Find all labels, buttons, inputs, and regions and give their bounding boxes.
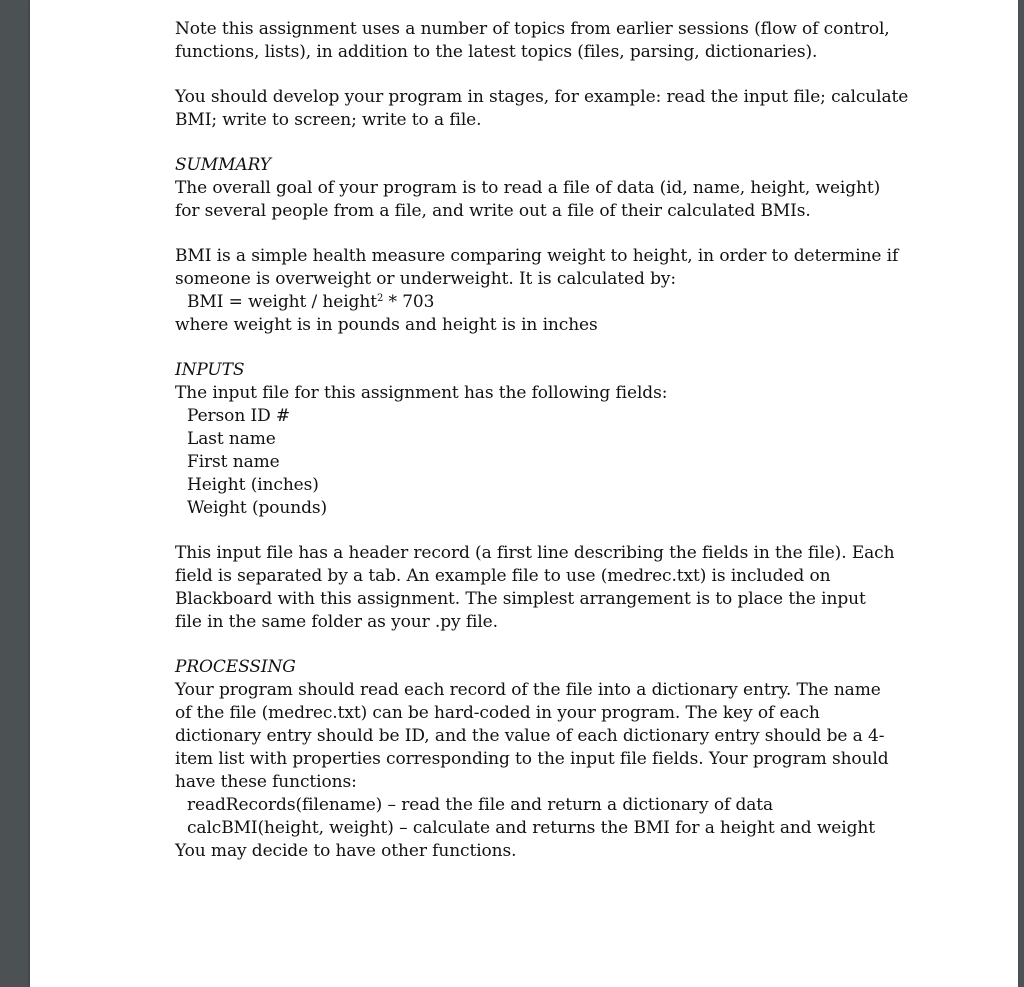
intro-line: Note this assignment uses a number of topics from earlier sessions (flow of control, xyxy=(175,19,890,39)
bmi-formula xyxy=(175,291,895,314)
bmi-line: BMI is a simple health measure comparing weight to height, in order to determine if xyxy=(175,246,899,266)
input-field-item: Last name xyxy=(187,429,276,449)
intro-paragraph xyxy=(175,18,895,64)
bmi-units-line: where weight is in pounds and height is in inches xyxy=(175,315,598,335)
summary-heading: SUMMARY xyxy=(175,155,271,175)
header-record-line: file in the same folder as your .py file. xyxy=(175,612,498,632)
processing-line: item list with properties corresponding to the input file fields. Your program should xyxy=(175,749,889,769)
header-record-line: This input file has a header record (a first line describing the fields in the file). Each xyxy=(175,543,895,563)
processing-line: have these functions: xyxy=(175,772,357,792)
input-field-item: First name xyxy=(187,452,280,472)
inputs-heading: INPUTS xyxy=(175,360,245,380)
stages-line: You should develop your program in stages, for example: read the input file; calculate xyxy=(175,87,909,107)
stages-paragraph xyxy=(175,86,909,132)
inputs-section xyxy=(175,359,895,520)
header-record-line: field is separated by a tab. An example file to use (medrec.txt) is included on xyxy=(175,566,831,586)
processing-heading: PROCESSING xyxy=(175,657,296,677)
document-page xyxy=(30,0,1018,987)
header-record-line: Blackboard with this assignment. The simplest arrangement is to place the input xyxy=(175,589,866,609)
processing-section xyxy=(175,656,895,863)
formula-multiplier: * 703 xyxy=(383,292,435,312)
formula-exponent: 2 xyxy=(376,293,384,304)
bmi-line: someone is overweight or underweight. It is calculated by: xyxy=(175,269,676,289)
bmi-section xyxy=(175,245,899,337)
summary-line: The overall goal of your program is to read a file of data (id, name, height, weight) xyxy=(175,178,881,198)
processing-line: Your program should read each record of the file into a dictionary entry. The name xyxy=(175,680,881,700)
viewer-edge xyxy=(1018,0,1024,987)
processing-line: dictionary entry should be ID, and the value of each dictionary entry should be a 4- xyxy=(175,726,885,746)
input-field-item: Weight (pounds) xyxy=(187,498,328,518)
summary-line: for several people from a file, and write out a file of their calculated BMIs. xyxy=(175,201,811,221)
intro-line: functions, lists), in addition to the latest topics (files, parsing, dictionaries). xyxy=(175,42,818,62)
header-record-paragraph xyxy=(175,542,895,634)
input-field-item: Height (inches) xyxy=(187,475,319,495)
summary-section xyxy=(175,154,895,223)
inputs-lead: The input file for this assignment has the following fields: xyxy=(175,383,668,403)
stages-line: BMI; write to screen; write to a file. xyxy=(175,110,482,130)
function-item: calcBMI(height, weight) – calculate and returns the BMI for a height and weight xyxy=(187,818,875,838)
processing-closing: You may decide to have other functions. xyxy=(175,841,517,861)
input-field-item: Person ID # xyxy=(187,406,291,426)
processing-line: of the file (medrec.txt) can be hard-coded in your program. The key of each xyxy=(175,703,820,723)
page-content xyxy=(175,18,909,863)
function-item: readRecords(filename) – read the file and return a dictionary of data xyxy=(187,795,774,815)
formula-text: BMI = weight / height xyxy=(187,292,377,312)
